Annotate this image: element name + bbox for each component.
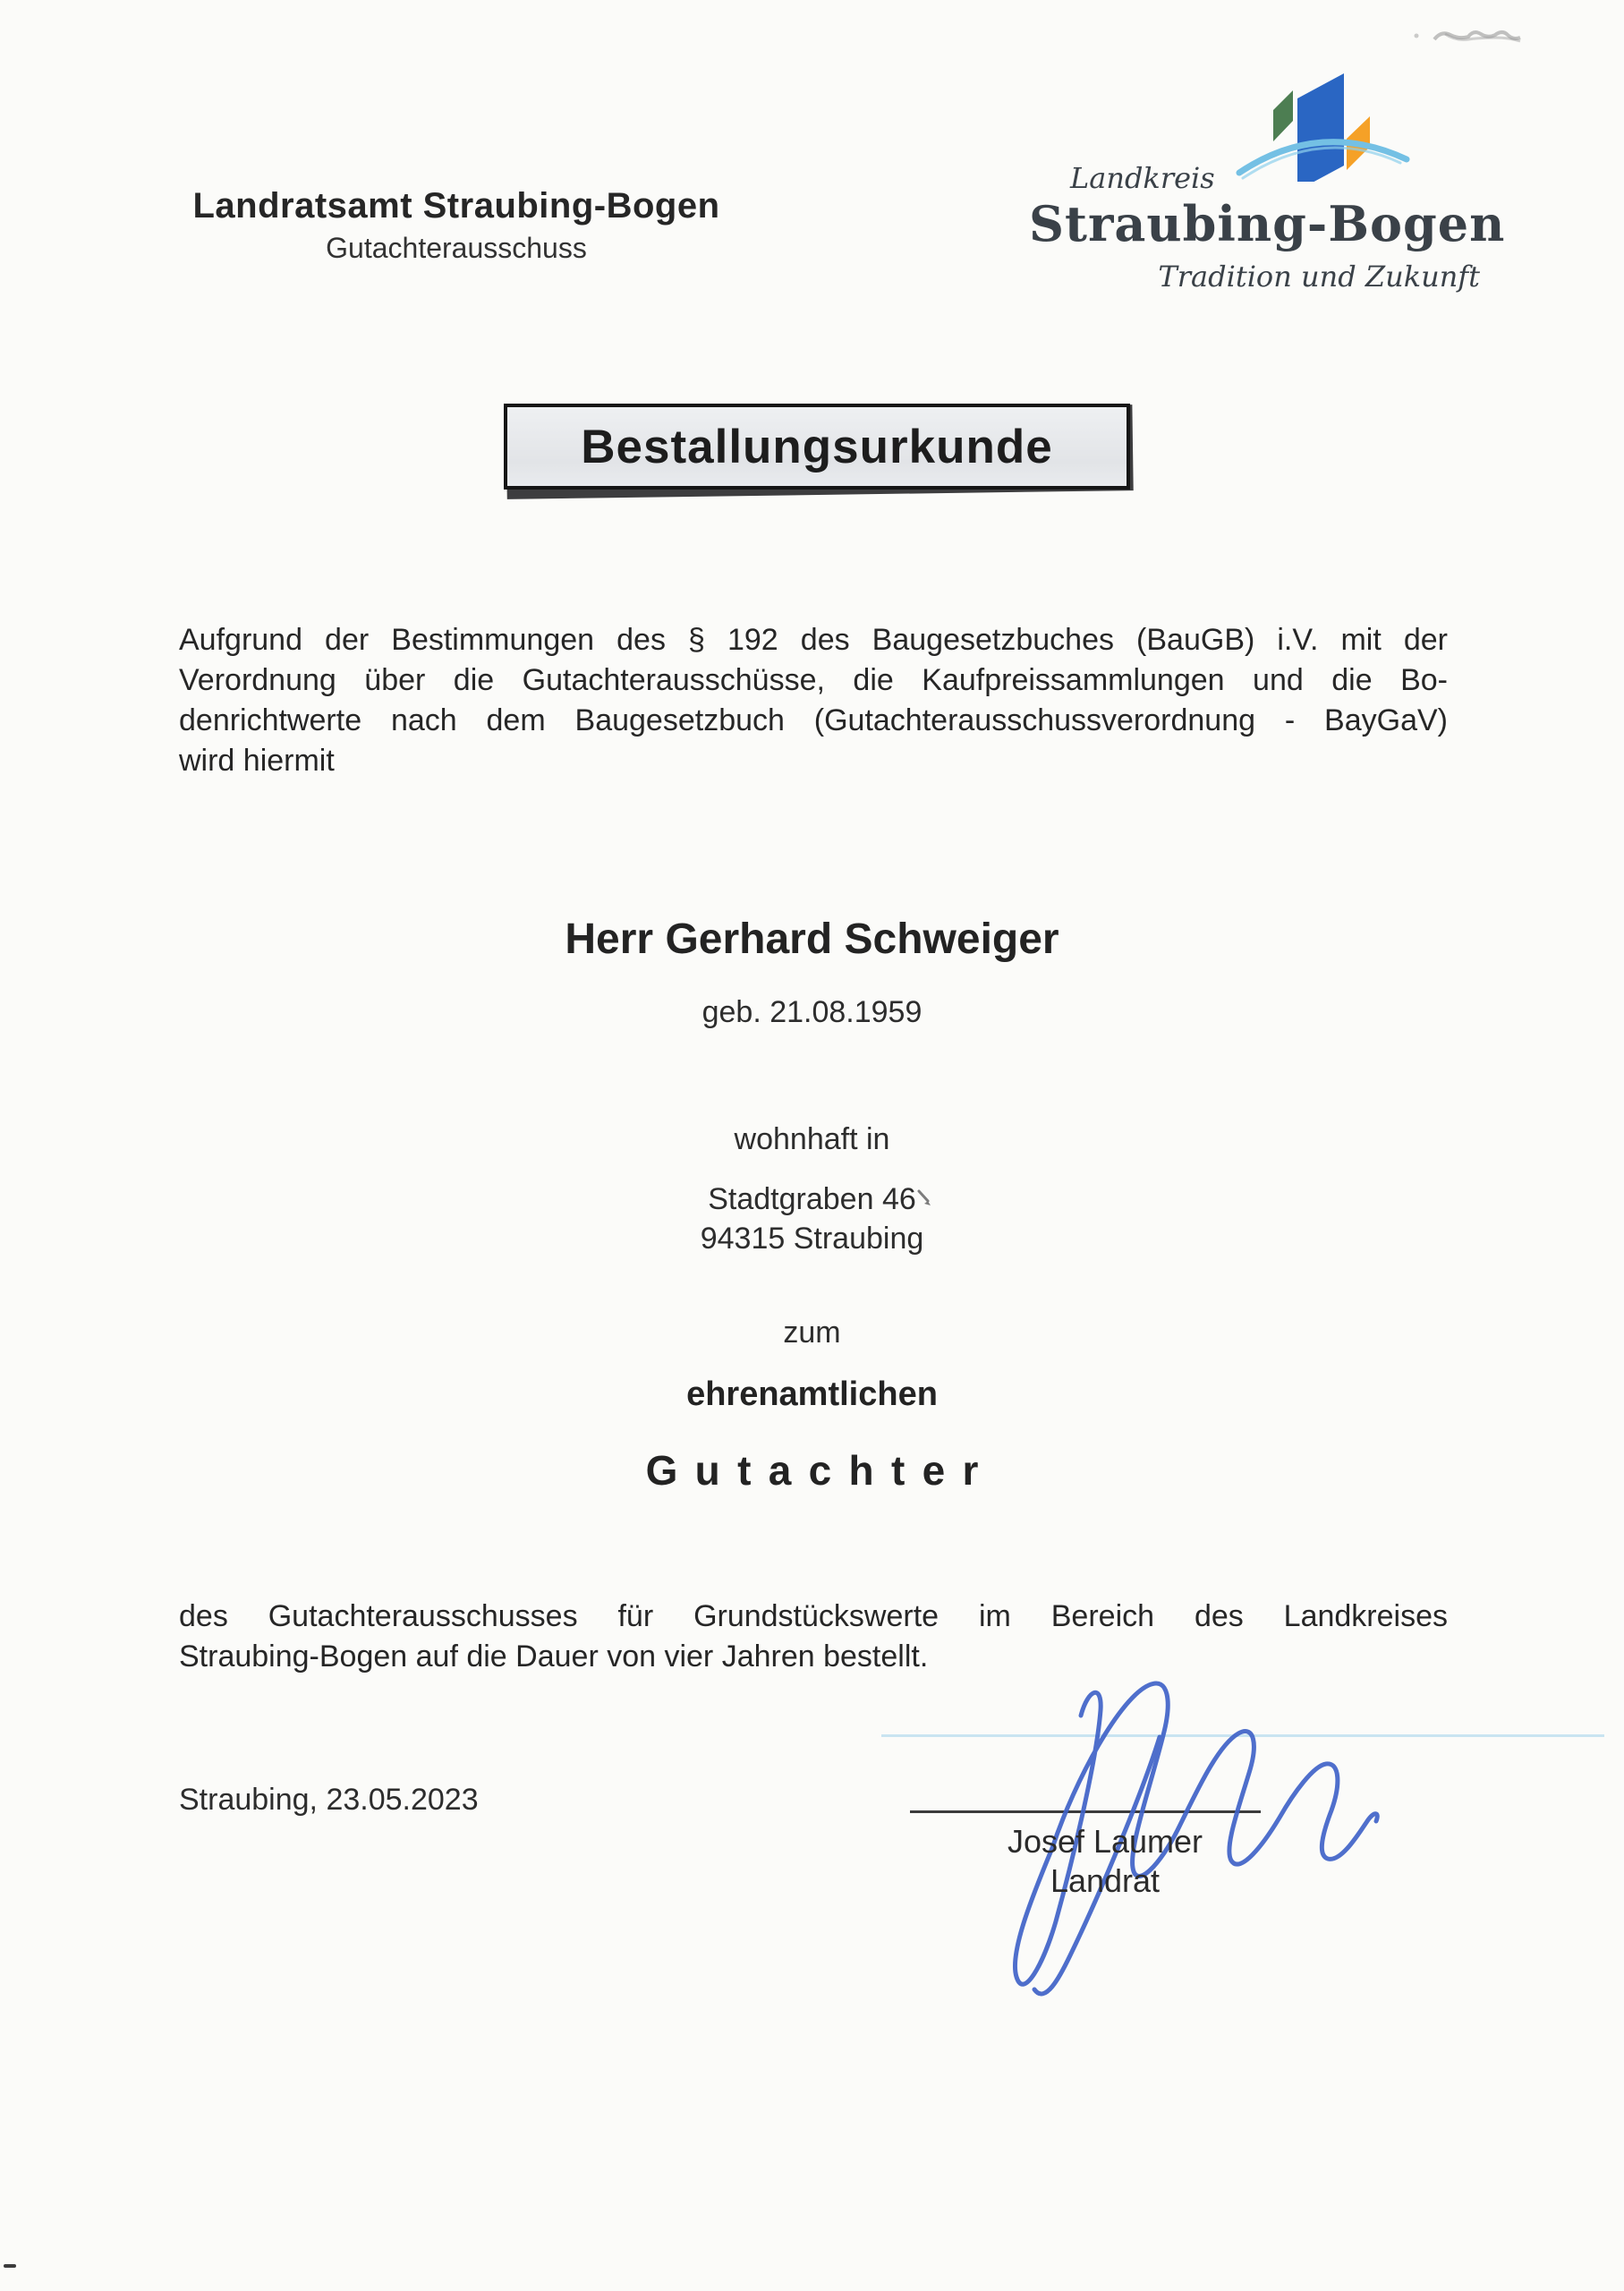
issuer-header bbox=[134, 184, 778, 265]
title-box bbox=[504, 404, 1130, 490]
logo-name: Straubing-Bogen bbox=[1029, 195, 1506, 252]
appointment-role: Gutachter bbox=[645, 1447, 996, 1494]
landkreis-logo-sails-icon bbox=[1230, 52, 1418, 182]
signer-title: Landrat bbox=[1050, 1862, 1161, 1899]
intro-line: Verordnung über die Gutachterausschüsse, die Kaufpreissammlungen und die Bo- bbox=[179, 663, 1448, 697]
residence-label: wohnhaft in bbox=[734, 1122, 890, 1156]
logo-region-label: Landkreis bbox=[1070, 161, 1215, 195]
logo-tagline: Tradition und Zukunft bbox=[1158, 260, 1480, 294]
place-and-date: Straubing, 23.05.2023 bbox=[179, 1783, 479, 1817]
stray-mark bbox=[916, 1188, 934, 1208]
scan-speck bbox=[4, 2264, 16, 2268]
appointment-qualifier: ehrenamtlichen bbox=[686, 1375, 938, 1413]
recipient-birthdate: geb. 21.08.1959 bbox=[701, 995, 923, 1029]
recipient-address bbox=[89, 1180, 1535, 1258]
intro-line: denrichtwerte nach dem Baugesetzbuch (Gutachterausschussverordnung - BayGaV) bbox=[179, 703, 1448, 737]
document-title: Bestallungsurkunde bbox=[581, 420, 1053, 473]
closing-line: des Gutachterausschusses für Grundstückswerte im Bereich des Landkreises bbox=[179, 1599, 1448, 1633]
address-city: 94315 Straubing bbox=[700, 1222, 924, 1256]
intro-line: Aufgrund der Bestimmungen des § 192 des Baugesetzbuches (BauGB) i.V. mit der bbox=[179, 623, 1448, 657]
issuer-office: Landratsamt Straubing-Bogen bbox=[192, 186, 720, 226]
signer-name: Josef Laumer bbox=[1007, 1823, 1203, 1860]
issuer-department: Gutachterausschuss bbox=[326, 232, 587, 264]
intro-paragraph bbox=[179, 620, 1448, 781]
closing-line: Straubing-Bogen auf die Dauer von vier Jahren bestellt. bbox=[179, 1639, 929, 1674]
pencil-smudge-mark bbox=[1409, 13, 1543, 55]
appointment-preposition: zum bbox=[783, 1316, 841, 1350]
intro-line: wird hiermit bbox=[179, 744, 335, 778]
address-street: Stadtgraben 46 bbox=[708, 1182, 916, 1216]
signature-block bbox=[922, 1822, 1288, 1901]
recipient-name: Herr Gerhard Schweiger bbox=[565, 916, 1059, 963]
